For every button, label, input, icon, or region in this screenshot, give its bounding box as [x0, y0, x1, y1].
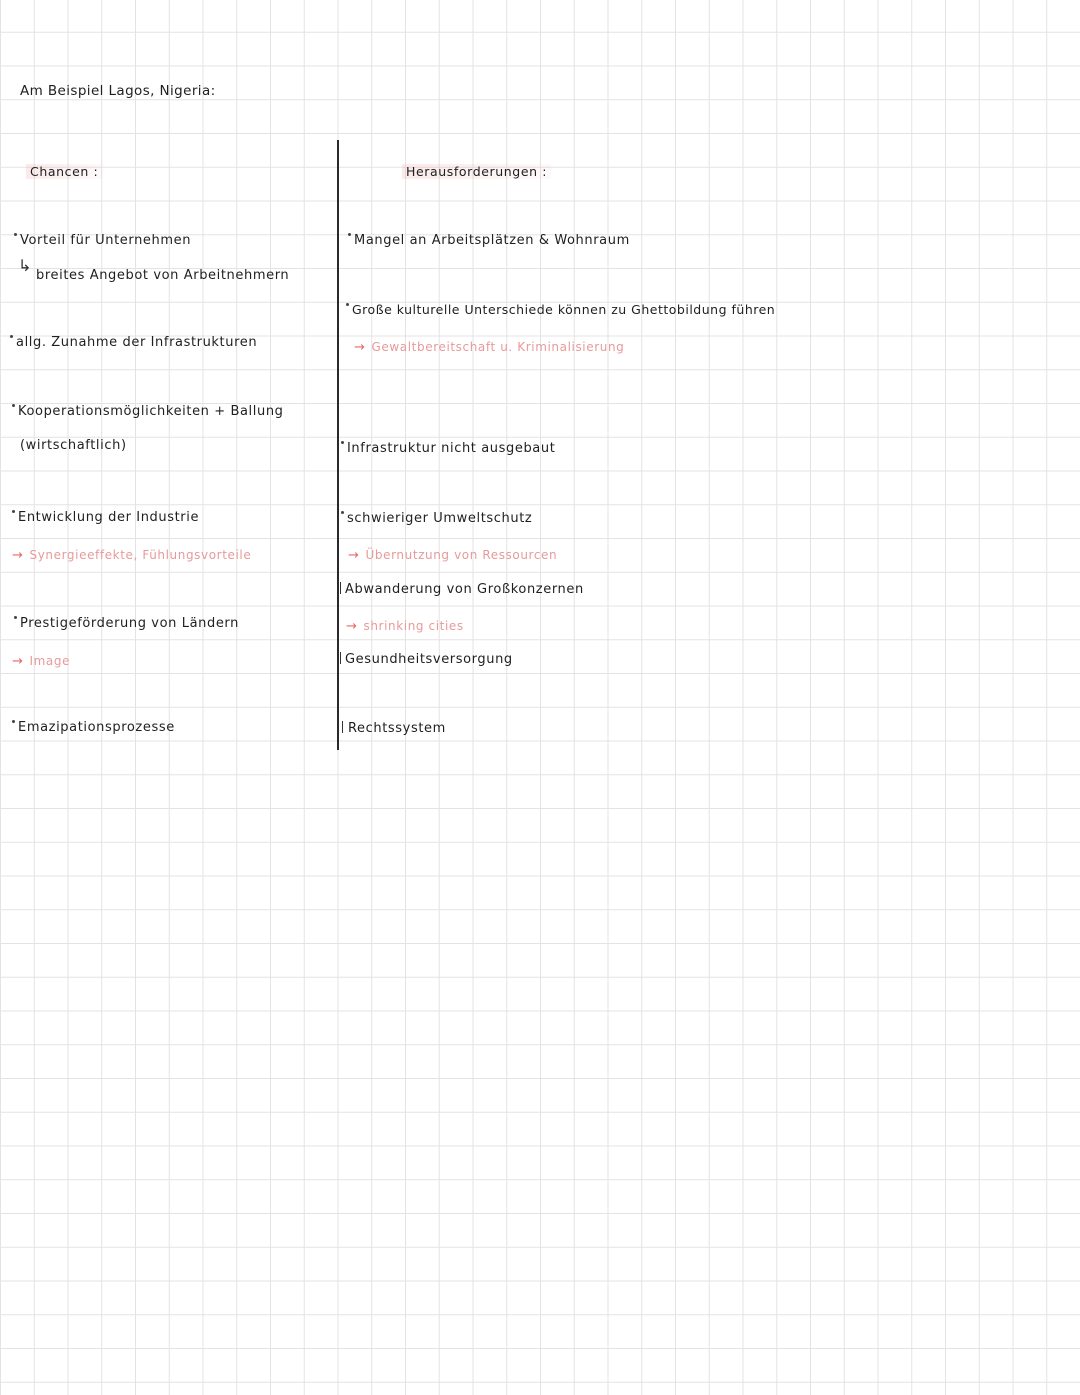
chancen-item-3-cont: (wirtschaftlich): [20, 438, 127, 453]
bullet-dot: [12, 404, 15, 407]
arrow-right-icon: →: [354, 340, 366, 355]
chancen-sub-item-1: breites Angebot von Arbeitnehmern: [36, 268, 290, 283]
arrow-right-icon: →: [12, 654, 24, 669]
page-title: Am Beispiel Lagos, Nigeria:: [20, 83, 216, 99]
chancen-heading: Chancen :: [26, 163, 102, 181]
herausforderungen-note-2: → Gewaltbereitschaft u. Kriminalisierung: [354, 340, 625, 355]
chancen-item-6: Emazipationsprozesse: [12, 719, 175, 737]
chancen-note-4: → Synergieeffekte, Fühlungsvorteile: [12, 548, 252, 563]
arrow-right-icon: →: [12, 548, 24, 563]
chancen-note-5: → Image: [12, 654, 71, 669]
herausforderungen-item-4: schwieriger Umweltschutz: [341, 510, 532, 528]
arrow-right-icon: →: [346, 619, 358, 634]
herausforderungen-note-5: → shrinking cities: [346, 619, 464, 634]
chancen-item-5: Prestigeförderung von Ländern: [14, 615, 239, 633]
herausforderungen-heading: Herausforderungen :: [402, 163, 551, 181]
bullet-dot: [346, 303, 349, 306]
column-divider: [337, 140, 339, 750]
chancen-item-4: Entwicklung der Industrie: [12, 509, 199, 527]
herausforderungen-note-4: → Übernutzung von Ressourcen: [348, 548, 558, 563]
herausforderungen-item-6: Gesundheitsversorgung: [345, 652, 513, 667]
bullet-dot: [341, 441, 344, 444]
bullet-dot: [341, 511, 344, 514]
herausforderungen-item-7: Rechtssystem: [348, 721, 446, 736]
bullet-dot: [12, 720, 15, 723]
chancen-item-1: Vorteil für Unternehmen: [14, 232, 191, 250]
bullet-dot: [348, 233, 351, 236]
chancen-item-2: allg. Zunahme der Infrastrukturen: [10, 334, 257, 352]
bullet-dot: [10, 335, 13, 338]
bullet-dot: [14, 616, 17, 619]
item-marker: [342, 721, 343, 733]
chancen-item-3: Kooperationsmöglichkeiten + Ballung: [12, 403, 284, 421]
bullet-dot: [12, 510, 15, 513]
herausforderungen-item-2: Große kulturelle Unterschiede können zu Ghettobildung führen: [346, 301, 775, 319]
arrow-right-icon: →: [348, 548, 360, 563]
sub-arrow-icon: ↳: [18, 256, 32, 275]
bullet-dot: [14, 233, 17, 236]
herausforderungen-item-5: Abwanderung von Großkonzernen: [345, 582, 584, 597]
item-marker: [340, 582, 341, 594]
herausforderungen-item-1: Mangel an Arbeitsplätzen & Wohnraum: [348, 232, 630, 250]
herausforderungen-item-3: Infrastruktur nicht ausgebaut: [341, 440, 555, 458]
item-marker: [340, 652, 341, 664]
